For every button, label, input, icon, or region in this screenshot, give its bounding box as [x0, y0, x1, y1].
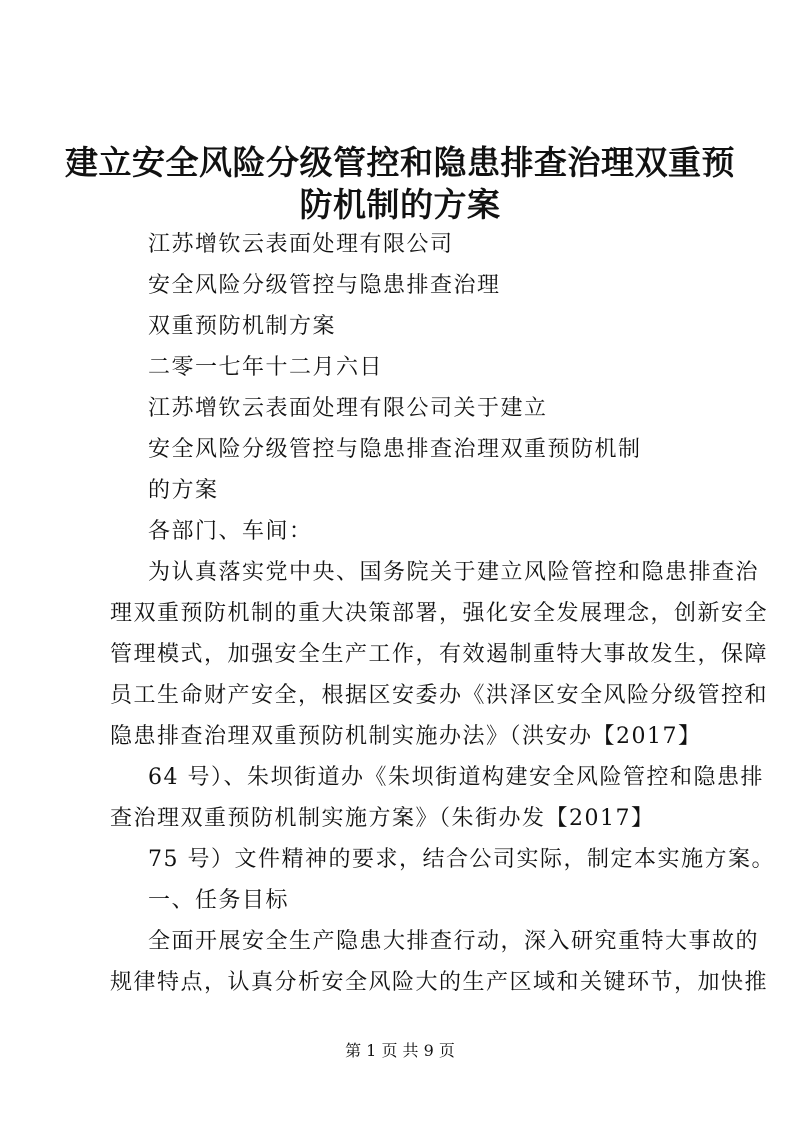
heading-line-3: 的方案	[148, 478, 219, 503]
salutation: 各部门、车间：	[148, 519, 313, 544]
paragraph-line: 全面开展安全生产隐患大排查行动，深入研究重特大事故的	[148, 929, 760, 954]
paragraph-line: 64 号）、朱坝街道办《朱坝街道构建安全风险管控和隐患排	[148, 765, 764, 790]
section-heading: 一、任务目标	[148, 888, 290, 913]
subtitle-line-1: 安全风险分级管控与隐患排查治理	[148, 273, 501, 298]
paragraph-line: 查治理双重预防机制实施方案》（朱街办发【2017】	[110, 806, 655, 831]
document-date: 二零一七年十二月六日	[148, 355, 384, 380]
subtitle-line-2: 双重预防机制方案	[148, 314, 337, 339]
document-title-line-1: 建立安全风险分级管控和隐患排查治理双重预	[65, 143, 735, 182]
heading-line-2: 安全风险分级管控与隐患排查治理双重预防机制	[148, 437, 642, 462]
heading-line-1: 江苏增钦云表面处理有限公司关于建立	[148, 396, 548, 421]
page-footer: 第 1 页 共 9 页	[345, 1041, 455, 1060]
company-name: 江苏增钦云表面处理有限公司	[148, 232, 454, 257]
paragraph-line: 为认真落实党中央、国务院关于建立风险管控和隐患排查治	[148, 560, 760, 585]
paragraph-line: 管理模式，加强安全生产工作，有效遏制重特大事故发生，保障	[110, 642, 769, 667]
paragraph-line: 理双重预防机制的重大决策部署，强化安全发展理念，创新安全	[110, 601, 769, 626]
paragraph-line: 规律特点，认真分析安全风险大的生产区域和关键环节，加快推	[110, 970, 769, 995]
document-title-line-2: 防机制的方案	[299, 185, 501, 224]
paragraph-line: 员工生命财产安全，根据区安委办《洪泽区安全风险分级管控和	[110, 683, 769, 708]
paragraph-line: 75 号）文件精神的要求，结合公司实际，制定本实施方案。	[148, 847, 775, 872]
paragraph-line: 隐患排查治理双重预防机制实施办法》（洪安办【2017】	[110, 724, 702, 749]
